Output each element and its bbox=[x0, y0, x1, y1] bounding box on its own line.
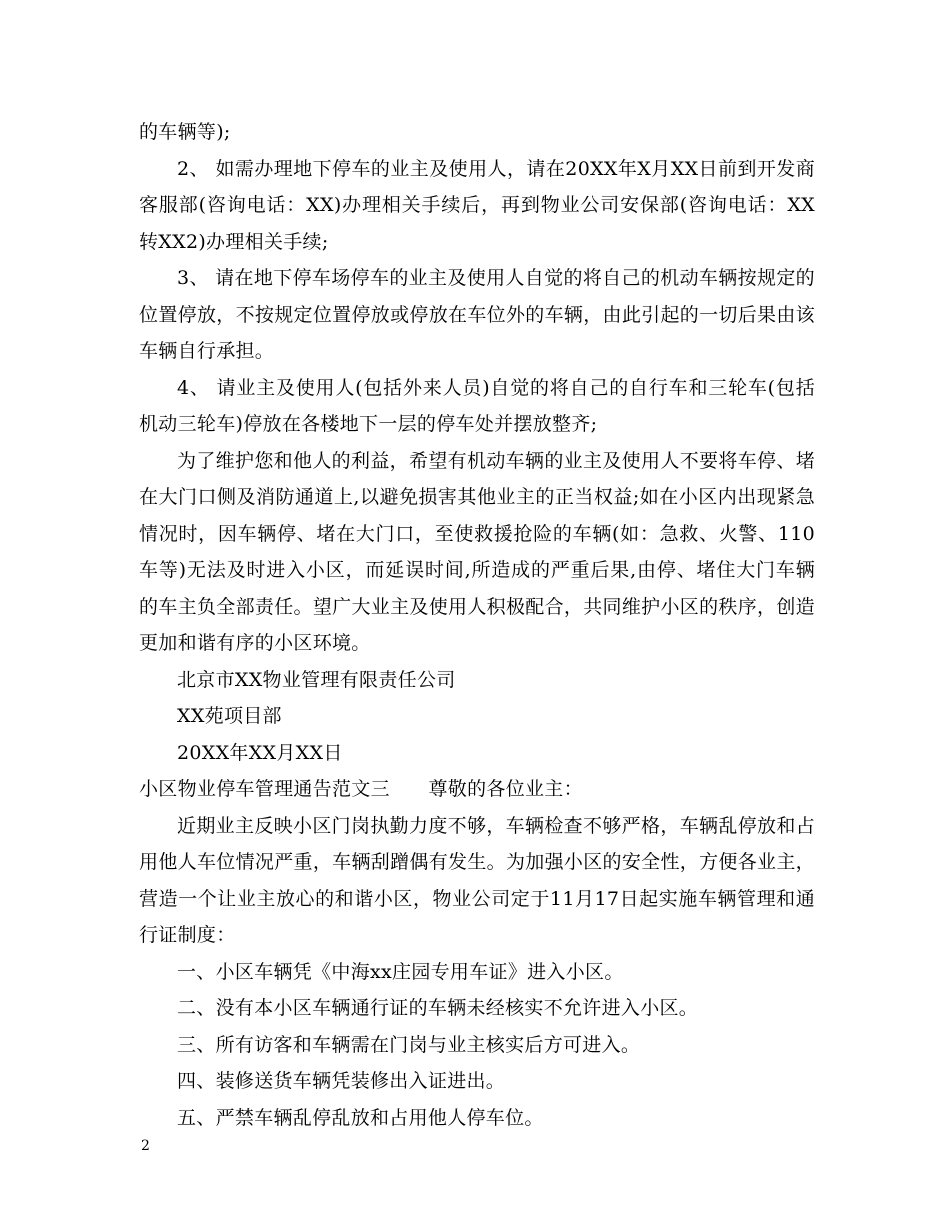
page-number: 2 bbox=[141, 1138, 150, 1154]
rule-item-4: 四、装修送货车辆凭装修出入证进出。 bbox=[177, 1070, 506, 1092]
signature-company: 北京市XX物业管理有限责任公司 bbox=[177, 668, 456, 691]
paragraph-item-4: 4、 请业主及使用人(包括外来人员)自觉的将自己的自行车和三轮车(包括机动三轮车)停放在各楼地下一层的停车处并摆放整齐; bbox=[139, 376, 815, 435]
rule-item-1: 一、小区车辆凭《中海xx庄园专用车证》进入小区。 bbox=[177, 960, 624, 983]
signature-department: XX苑项目部 bbox=[177, 705, 282, 727]
document-body bbox=[139, 114, 815, 1136]
paragraph-item-3: 3、 请在地下停车场停车的业主及使用人自觉的将自己的机动车辆按规定的位置停放，不按规定位置停放或停放在车位外的车辆，由此引起的一切后果由该车辆自行承担。 bbox=[139, 267, 815, 362]
rule-item-5: 五、严禁车辆乱停乱放和占用他人停车位。 bbox=[177, 1106, 544, 1129]
paragraph-continuation: 的车辆等); bbox=[139, 121, 231, 143]
rule-item-3: 三、所有访客和车辆需在门岗与业主核实后方可进入。 bbox=[177, 1033, 641, 1056]
rule-item-2: 二、没有本小区车辆通行证的车辆未经核实不允许进入小区。 bbox=[177, 997, 699, 1019]
paragraph-notice: 为了维护您和他人的利益，希望有机动车辆的业主及使用人不要将车停、堵在大门口侧及消防通道上,以避免损害其他业主的正当权益;如在小区内出现紧急情况时，因车辆停、堵在大门口，至使救援抢险的车辆(如：急救、火警、110车等)无法及时进入小区，而延误时间,所造成的严重后果,由停、堵住大门车辆的车主负全部责任。望广大业主及使用人积极配合，共同维护小区的秩序，创造更加和谐有序的小区环境。 bbox=[139, 449, 815, 654]
signature-date: 20XX年XX月XX日 bbox=[177, 741, 343, 764]
section-heading: 小区物业停车管理通告范文三 尊敬的各位业主： bbox=[139, 778, 583, 800]
paragraph-item-2: 2、 如需办理地下停车的业主及使用人，请在20XX年X月XX日前到开发商客服部(咨询电话：XX)办理相关手续后，再到物业公司安保部(咨询电话：XX转XX2)办理相关手续; bbox=[139, 157, 815, 253]
paragraph-intro: 近期业主反映小区门岗执勤力度不够，车辆检查不够严格，车辆乱停放和占用他人车位情况严重，车辆刮蹭偶有发生。为加强小区的安全性，方便各业主，营造一个让业主放心的和谐小区，物业公司定于11月17日起实施车辆管理和通行证制度： bbox=[139, 814, 815, 946]
